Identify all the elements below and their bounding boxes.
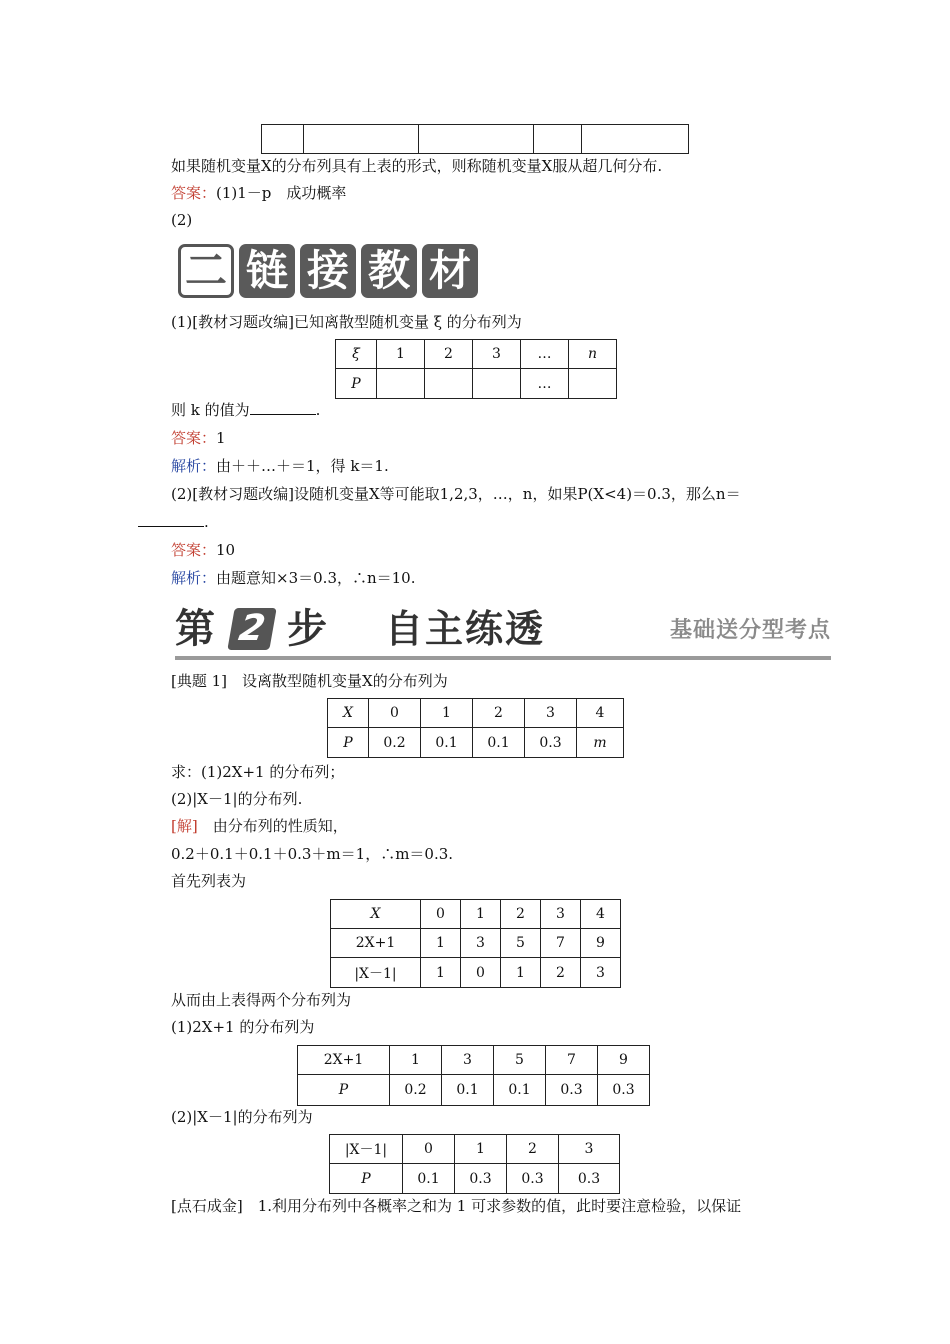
table-cell: P: [330, 1164, 403, 1194]
solution-line-1: [171, 816, 348, 836]
question-2-analysis: [171, 568, 416, 588]
table-cell: X: [331, 900, 421, 929]
banner-bu: 步: [287, 606, 327, 652]
ask-text: 则 k 的值为: [171, 401, 250, 419]
tip-line: [点石成金] 1.利用分布列中各概率之和为 1 可求参数的值，此时要注意检验，以保证: [171, 1197, 742, 1215]
table-cell: 0.3: [507, 1164, 559, 1194]
table-cell: 2X+1: [298, 1046, 390, 1075]
table-cell: [473, 369, 521, 399]
table-cell: 2: [473, 699, 525, 728]
table-cell: 3: [525, 699, 577, 728]
table-cell: ξ: [336, 340, 377, 369]
example-1-stem: [典题 1] 设离散型随机变量X的分布列为: [171, 672, 448, 690]
banner-char: 材: [422, 244, 478, 298]
analysis-label: 解析：: [171, 569, 217, 587]
solution-line-2: 0.2＋0.1＋0.1＋0.3＋m＝1，∴m＝0.3.: [171, 845, 454, 863]
table-cell: 7: [546, 1046, 598, 1075]
table-cell: 1: [455, 1135, 507, 1164]
table-cell: 4: [581, 900, 621, 929]
solution-label: [解]: [171, 817, 198, 835]
table-cell: 3: [461, 929, 501, 958]
analysis-text: 由题意知×3＝0.3，∴n＝10.: [216, 569, 416, 587]
answer-label: 答案：: [171, 541, 217, 559]
question-2-stem: (2)[教材习题改编]设随机变量X等可能取1,2,3，…，n，如果P(X<4)＝0.3，那么n＝: [171, 485, 741, 503]
solution-line-6: (2)|X－1|的分布列为: [171, 1108, 313, 1126]
table-cell: 0.1: [473, 728, 525, 758]
x-distribution-table: [327, 698, 624, 758]
distribution-abs-x-minus-1-table: [329, 1134, 620, 1194]
top-table-fragment: [261, 124, 689, 154]
table-cell: 1: [461, 900, 501, 929]
table-cell: 2: [507, 1135, 559, 1164]
example-1-ask-2: (2)|X－1|的分布列.: [171, 790, 303, 808]
table-cell: 1: [421, 699, 473, 728]
table-cell: 0.1: [421, 728, 473, 758]
table-cell: 3: [541, 900, 581, 929]
transform-table: [330, 899, 621, 988]
banner-char: 教: [361, 244, 417, 298]
example-1-ask-1: 求：(1)2X+1 的分布列；: [171, 763, 345, 781]
table-cell: X: [328, 699, 369, 728]
answer-label: 答案：: [171, 429, 217, 447]
table-cell: 2X+1: [331, 929, 421, 958]
solution-text: 由分布列的性质知，: [197, 817, 348, 835]
table-cell: 0.3: [546, 1075, 598, 1106]
banner-subtitle: 基础送分型考点: [669, 618, 831, 643]
table-cell: 1: [421, 929, 461, 958]
question-2-answer: [171, 540, 235, 560]
table-cell: [377, 369, 425, 399]
answer-value: 1: [216, 429, 226, 447]
answer-label: 答案：: [171, 184, 217, 202]
solution-line-3: 首先列表为: [171, 872, 247, 890]
answer-value: 10: [216, 541, 236, 559]
table-cell: 5: [501, 929, 541, 958]
table-cell: 5: [494, 1046, 546, 1075]
table-cell: 0.1: [442, 1075, 494, 1106]
table-cell: 2: [501, 900, 541, 929]
banner-step-number: 2: [227, 608, 276, 650]
table-cell: 0.3: [525, 728, 577, 758]
question-1-stem: (1)[教材习题改编]已知离散型随机变量 ξ 的分布列为: [171, 313, 522, 331]
table-cell: n: [569, 340, 617, 369]
table-cell: [569, 369, 617, 399]
answer-text: (1)1－p 成功概率: [216, 184, 347, 202]
table-cell: 0: [421, 900, 461, 929]
banner-title: 自主练透: [385, 607, 546, 651]
table-cell: m: [577, 728, 624, 758]
banner-char: 链: [239, 244, 295, 298]
table-cell: 3: [473, 340, 521, 369]
table-cell: 0.3: [598, 1075, 650, 1106]
distribution-2x-plus-1-table: [297, 1045, 650, 1106]
table-cell: 7: [541, 929, 581, 958]
table-cell: 3: [442, 1046, 494, 1075]
hypergeometric-definition: 如果随机变量X的分布列具有上表的形式，则称随机变量X服从超几何分布.: [171, 157, 663, 175]
table-cell: 1: [390, 1046, 442, 1075]
answer-blank: [138, 512, 204, 527]
table-cell: 4: [577, 699, 624, 728]
table-cell: 1: [421, 958, 461, 988]
table-cell: 0: [369, 699, 421, 728]
item-2-label: (2): [171, 211, 193, 229]
table-cell: 1: [377, 340, 425, 369]
table-cell: 0: [461, 958, 501, 988]
table-cell: 0.1: [403, 1164, 455, 1194]
table-cell: 3: [581, 958, 621, 988]
xi-distribution-table: [335, 339, 617, 399]
table-cell: 0.2: [390, 1075, 442, 1106]
table-cell: 9: [581, 929, 621, 958]
table-cell: P: [298, 1075, 390, 1106]
table-cell: 0.3: [455, 1164, 507, 1194]
analysis-label: 解析：: [171, 457, 217, 475]
question-1-analysis: [171, 456, 389, 476]
table-cell: P: [328, 728, 369, 758]
table-cell: 2: [541, 958, 581, 988]
table-cell: 0: [403, 1135, 455, 1164]
table-cell: 3: [559, 1135, 620, 1164]
question-1-answer: [171, 428, 226, 448]
table-cell: [425, 369, 473, 399]
answer-blank: [250, 400, 316, 415]
question-1-ask: [171, 400, 320, 420]
table-cell: 1: [501, 958, 541, 988]
table-cell: P: [336, 369, 377, 399]
banner-char: 接: [300, 244, 356, 298]
analysis-text: 由＋＋…＋＝1，得 k＝1.: [216, 457, 389, 475]
banner-char: 二: [178, 244, 234, 298]
table-cell: 0.1: [494, 1075, 546, 1106]
solution-line-4: 从而由上表得两个分布列为: [171, 991, 352, 1009]
table-cell: |X－1|: [331, 958, 421, 988]
question-2-blank-line: [138, 512, 209, 532]
stem-end: .: [204, 513, 209, 531]
banner-di: 第: [175, 606, 215, 652]
table-cell: 2: [425, 340, 473, 369]
table-cell: |X－1|: [330, 1135, 403, 1164]
table-cell: …: [521, 340, 569, 369]
answer-line-1: [171, 183, 346, 203]
table-cell: 0.3: [559, 1164, 620, 1194]
section-banner-step-2: [175, 604, 831, 660]
table-cell: …: [521, 369, 569, 399]
table-cell: 0.2: [369, 728, 421, 758]
ask-end: .: [315, 401, 321, 419]
solution-line-5: (1)2X+1 的分布列为: [171, 1018, 315, 1036]
table-cell: 9: [598, 1046, 650, 1075]
